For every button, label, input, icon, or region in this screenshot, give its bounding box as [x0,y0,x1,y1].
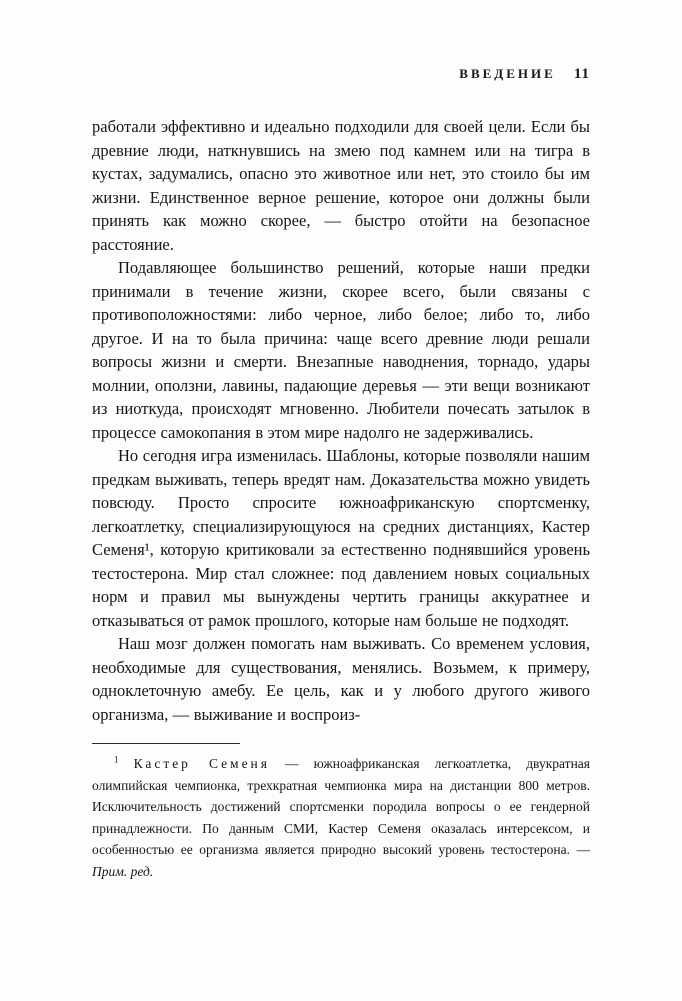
paragraph: Подавляющее большинство решений, которые наши предки принимали в течение жизни, скорее всего, были связаны с противоположностями: либо черное, либо белое; либо то, либо другое. И на то была причина: чаще всего древние люди решали вопросы жизни и смерти. Внезапные наводнения, торнадо, удары молнии, оползни, лавины, падающие деревья — эти вещи возникают из ниоткуда, происходят мгновенно. Любители почесать затылок в процессе самокопания в этом мире надолго не задерживались. [92,258,590,442]
footnote-text: — южноафриканская легкоатлетка, двукратная олимпийская чемпионка, трехкратная чемпионка мира на дистанции 800 метров. Исключительность достижений спортсменки породила вопросы о ее гендерной принадлежности. По данным СМИ, Кастер Семеня оказалась интерсексом, и особенностью ее организма является природно высокий уровень тестостерона. — [92,756,590,857]
body-text [92,115,590,726]
page-number: 11 [573,66,590,82]
chapter-title: ВВЕДЕНИЕ [459,66,556,81]
paragraph: Но сегодня игра изменилась. Шаблоны, которые позволяли нашим предкам выживать, теперь вредят нам. Доказательства можно увидеть повсюду. Просто спросите южноафриканскую спортсменку, легкоатлетку, специализирующуюся на средних дистанциях, Кастер Семеня¹, которую критиковали за естественно поднявшийся уровень тестостерона. Мир стал сложнее: под давлением новых социальных норм и правил мы вынуждены чертить границы аккуратнее и отказываться от рамок прошлого, которые нам больше не подходят. [92,446,590,630]
footnote-divider [92,743,240,744]
footnote [92,753,590,882]
footnote-attribution: Прим. ред. [92,863,154,879]
paragraph: Наш мозг должен помогать нам выживать. Со временем условия, необходимые для существования, менялись. Возьмем, к примеру, одноклеточную амебу. Ее цель, как и у любого другого живого организма, — выживание и воспроиз- [92,634,590,724]
running-head [92,66,590,83]
footnote-person-name: Кастер Семеня [133,756,270,771]
paragraph: работали эффективно и идеально подходили для своей цели. Если бы древние люди, наткнувшись на змею под камнем или на тигра в кустах, задумались, опасно это животное или нет, это стоило бы им жизни. Единственное верное решение, которое они должны были принять как можно скорее, — быстро отойти на безопасное расстояние. [92,117,590,254]
footnote-marker: 1 [114,754,119,765]
